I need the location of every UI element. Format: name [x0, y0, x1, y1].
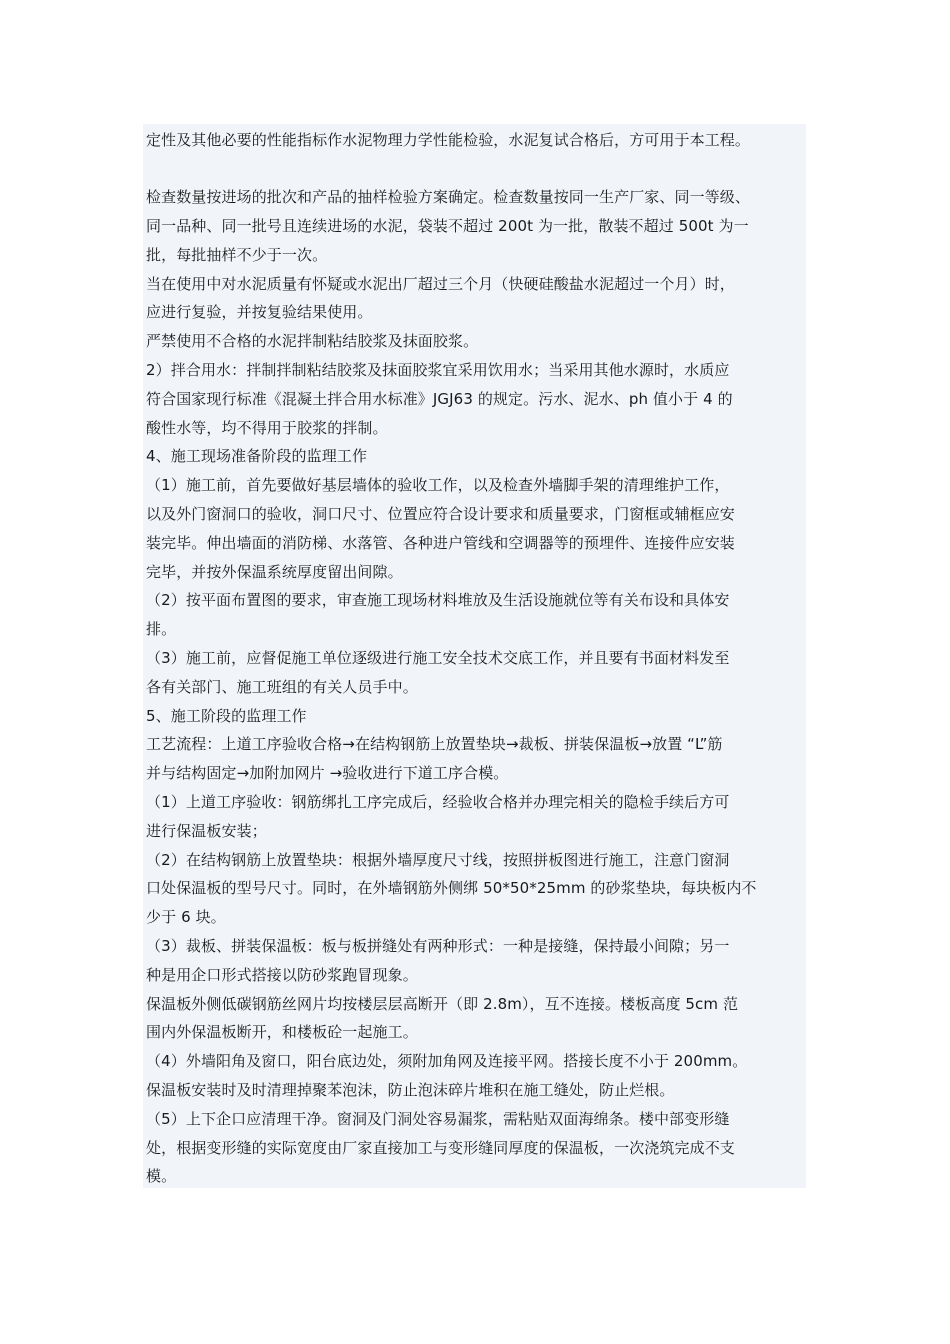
section-heading: 4、施工现场准备阶段的监理工作 [146, 447, 368, 465]
text-line: 完毕，并按外保温系统厚度留出间隙。 [146, 563, 403, 581]
text-line: （5）上下企口应清理干净。窗洞及门洞处容易漏浆，需粘贴双面海绵条。楼中部变形缝 [146, 1110, 730, 1128]
text-line: 批，每批抽样不少于一次。 [146, 246, 328, 264]
text-line: 工艺流程：上道工序验收合格→在结构钢筋上放置垫块→裁板、拼装保温板→放置 “L”筋 [146, 735, 723, 753]
text-line: 处，根据变形缝的实际宽度由厂家直接加工与变形缝同厚度的保温板，一次浇筑完成不支 [146, 1139, 735, 1157]
text-line: 保温板安装时及时清理掉聚苯泡沫，防止泡沫碎片堆积在施工缝处，防止烂根。 [146, 1081, 675, 1099]
text-line: （1）上道工序验收：钢筋绑扎工序完成后，经验收合格并办理完相关的隐检手续后方可 [146, 793, 730, 811]
text-line: 围内外保温板断开，和楼板砼一起施工。 [146, 1023, 418, 1041]
text-line: （4）外墙阳角及窗口，阳台底边处，须附加角网及连接平网。搭接长度不小于 200mm。 [146, 1052, 748, 1070]
text-line: 酸性水等，均不得用于胶浆的拌制。 [146, 419, 388, 437]
text-line: 严禁使用不合格的水泥拌制粘结胶浆及抹面胶浆。 [146, 332, 479, 350]
text-line: 种是用企口形式搭接以防砂浆跑冒现象。 [146, 966, 418, 984]
text-line: 检查数量按进场的批次和产品的抽样检验方案确定。检查数量按同一生产厂家、同一等级、 [146, 188, 751, 206]
text-line: 少于 6 块。 [146, 908, 226, 926]
text-line: 以及外门窗洞口的验收，洞口尺寸、位置应符合设计要求和质量要求，门窗框或辅框应安 [146, 505, 735, 523]
text-line: 装完毕。伸出墙面的消防梯、水落管、各种进户管线和空调器等的预埋件、连接件应安装 [146, 534, 735, 552]
text-line: （2）在结构钢筋上放置垫块：根据外墙厚度尺寸线，按照拼板图进行施工，注意门窗洞 [146, 851, 730, 869]
text-line: 各有关部门、施工班组的有关人员手中。 [146, 678, 418, 696]
text-line: （2）按平面布置图的要求，审查施工现场材料堆放及生活设施就位等有关布设和具体安 [146, 591, 730, 609]
text-line: 进行保温板安装； [146, 822, 267, 840]
text-line: 并与结构固定→加附加网片 →验收进行下道工序合模。 [146, 764, 509, 782]
text-line: 同一品种、同一批号且连续进场的水泥，袋装不超过 200t 为一批，散装不超过 500t 为一 [146, 217, 749, 235]
text-line: 定性及其他必要的性能指标作水泥物理力学性能检验，水泥复试合格后，方可用于本工程。 [146, 131, 751, 149]
text-line: 当在使用中对水泥质量有怀疑或水泥出厂超过三个月（快硬硅酸盐水泥超过一个月）时， [146, 275, 735, 293]
text-line: 口处保温板的型号尺寸。同时，在外墙钢筋外侧绑 50*50*25mm 的砂浆垫块，每块板内不 [146, 879, 757, 897]
text-line: （3）裁板、拼装保温板：板与板拼缝处有两种形式：一种是接缝，保持最小间隙；另一 [146, 937, 730, 955]
text-line: 符合国家现行标准《混凝土拌合用水标准》JGJ63 的规定。污水、泥水、ph 值小于 4 的 [146, 390, 733, 408]
text-line: （1）施工前，首先要做好基层墙体的验收工作，以及检查外墙脚手架的清理维护工作， [146, 476, 730, 494]
text-line: 保温板外侧低碳钢筋丝网片均按楼层层高断开（即 2.8m），互不连接。楼板高度 5cm 范 [146, 995, 739, 1013]
text-line: （3）施工前，应督促施工单位逐级进行施工安全技术交底工作，并且要有书面材料发至 [146, 649, 730, 667]
text-line: 模。 [146, 1167, 177, 1185]
text-line: 应进行复验，并按复验结果使用。 [146, 303, 373, 321]
section-heading: 5、施工阶段的监理工作 [146, 707, 307, 725]
text-line: 排。 [146, 620, 177, 638]
text-line: 2）拌合用水：拌制拌制粘结胶浆及抹面胶浆宜采用饮用水；当采用其他水源时，水质应 [146, 361, 730, 379]
